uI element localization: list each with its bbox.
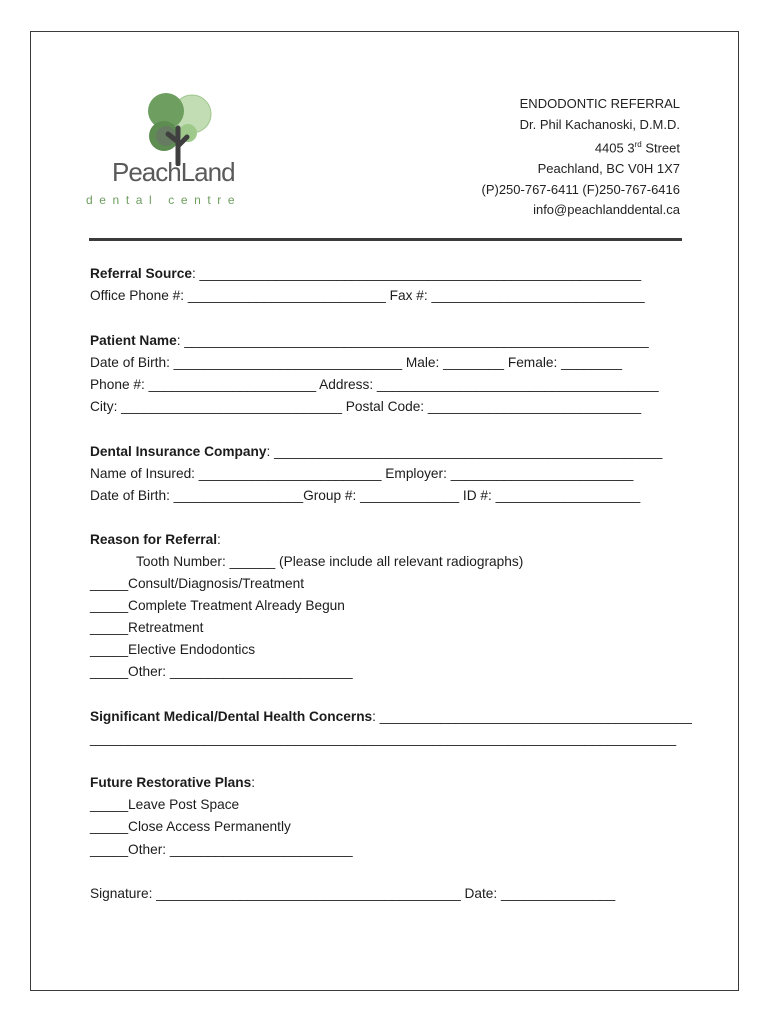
referral-source-field[interactable]: Referral Source: __________________________________________________________ (90, 266, 642, 281)
reason-option[interactable]: _____Retreatment (90, 620, 204, 635)
logo-wordmark: PeachLand (112, 157, 235, 187)
reason-option[interactable]: _____Complete Treatment Already Begun (90, 598, 345, 613)
tree-logo-icon (142, 90, 212, 166)
phone-fax: (P)250-767-6411 (F)250-767-6416 (481, 181, 680, 197)
dob-gender-field[interactable]: Date of Birth: ______________________________ Male: ________ Female: ________ (90, 355, 622, 370)
peachland-logo (86, 90, 256, 212)
future-plans-heading: Future Restorative Plans: (90, 775, 256, 790)
reason-option[interactable]: _____Elective Endodontics (90, 642, 256, 657)
reason-heading: Reason for Referral: (90, 532, 221, 547)
health-concerns-line[interactable]: _____________________________________________________________________________ (90, 731, 677, 746)
city-postal-field[interactable]: City: _____________________________ Postal Code: ____________________________ (90, 399, 642, 414)
logo-subtitle: dental centre (86, 193, 242, 207)
insured-employer-field[interactable]: Name of Insured: ________________________ Employer: ________________________ (90, 466, 634, 481)
doctor-name: Dr. Phil Kachanoski, D.M.D. (519, 116, 680, 132)
dob-group-id-field[interactable]: Date of Birth: _________________Group #: _____________ ID #: ___________________ (90, 488, 641, 503)
form-title: ENDODONTIC REFERRAL (519, 96, 680, 111)
office-phone-fax-field[interactable]: Office Phone #: __________________________ Fax #: ____________________________ (90, 288, 645, 303)
practice-header (482, 94, 681, 221)
header-divider (89, 238, 682, 241)
street-address: 4405 3rd Street (594, 140, 680, 156)
future-plan-option[interactable]: _____Leave Post Space (90, 797, 240, 812)
health-concerns-field[interactable]: Significant Medical/Dental Health Concerns: _________________________________________ (90, 709, 692, 724)
tooth-number-field[interactable]: Tooth Number: ______ (Please include all relevant radiographs) (136, 554, 524, 569)
future-plan-option[interactable]: _____Other: ________________________ (90, 842, 353, 857)
reason-option[interactable]: _____Consult/Diagnosis/Treatment (90, 576, 305, 591)
email-address: info@peachlanddental.ca (533, 202, 680, 218)
signature-date-field[interactable]: Signature: ________________________________________ Date: _______________ (90, 886, 616, 901)
patient-name-field[interactable]: Patient Name: _____________________________________________________________ (90, 333, 649, 348)
future-plan-option[interactable]: _____Close Access Permanently (90, 819, 291, 834)
reason-option[interactable]: _____Other: ________________________ (90, 664, 353, 679)
insurance-company-field[interactable]: Dental Insurance Company: ___________________________________________________ (90, 444, 663, 459)
city-address: Peachland, BC V0H 1X7 (537, 161, 680, 177)
phone-address-field[interactable]: Phone #: ______________________ Address: _____________________________________ (90, 377, 659, 392)
